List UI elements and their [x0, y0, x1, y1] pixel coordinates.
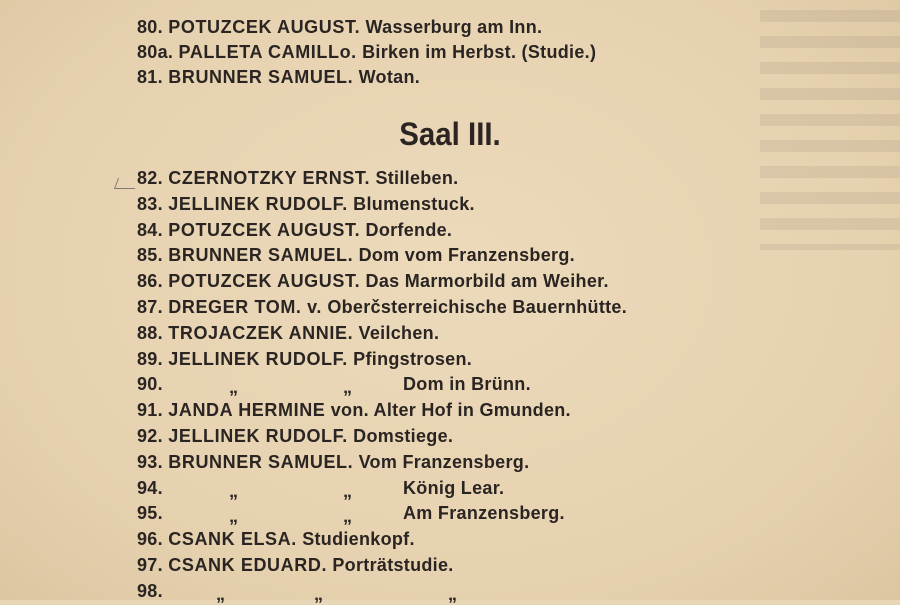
entry-number: 91. [137, 400, 163, 421]
entry-number: 90. [137, 374, 163, 395]
catalog-entry [137, 348, 837, 372]
artwork-title: Veilchen. [358, 322, 440, 343]
artist-name: PALLETA CAMILLo. [178, 42, 357, 62]
catalog-entry [137, 16, 542, 38]
ditto-mark: „ [448, 583, 458, 604]
entry-number: 85. [137, 245, 163, 266]
entry-number: 93. [137, 451, 163, 472]
catalog-entry [137, 41, 596, 63]
catalog-entry [137, 580, 837, 604]
catalog-entry [137, 477, 837, 501]
entry-number: 95. [137, 503, 163, 524]
artist-name: POTUZCEK AUGUST. [168, 17, 361, 37]
artwork-title: Wotan. [358, 67, 421, 87]
ditto-mark: „ [216, 583, 226, 604]
catalog-entry [137, 451, 837, 475]
entry-number: 88. [137, 322, 163, 343]
ditto-mark: „ [343, 480, 353, 501]
entry-number: 81. [137, 67, 163, 87]
pencil-tick-mark [114, 178, 139, 189]
entry-number: 97. [137, 555, 163, 575]
artwork-title: Domstiege. [353, 426, 454, 446]
artist-name: CZERNOTZKY ERNST. [168, 168, 371, 188]
entry-number: 80. [137, 17, 163, 37]
entry-number: 82. [137, 168, 163, 188]
artist-name: BRUNNER SAMUEL. [168, 451, 354, 472]
catalog-entry [137, 502, 837, 526]
entry-number: 80a. [137, 42, 174, 62]
catalog-entry [137, 528, 837, 552]
ditto-mark: „ [229, 506, 239, 527]
catalog-entry [137, 193, 837, 217]
section-heading: Saal III. [399, 116, 501, 152]
artwork-title: Studienkopf. [302, 529, 415, 550]
artwork-title: Stilleben. [375, 168, 459, 188]
artist-name: JELLINEK RUDOLF. [168, 348, 348, 369]
ditto-mark: „ [343, 506, 353, 527]
artist-name: CSANK ELSA. [168, 529, 297, 550]
artwork-title: Das Marmorbild am Weiher. [365, 271, 609, 292]
entry-number: 92. [137, 426, 163, 446]
artwork-title: Oberčsterreichische Bauernhütte. [327, 297, 628, 317]
ditto-mark: „ [343, 377, 353, 398]
artist-name: POTUZCEK AUGUST. [168, 271, 361, 292]
artist-name: BRUNNER SAMUEL. [168, 67, 354, 87]
entry-number: 96. [137, 529, 163, 550]
ditto-mark: „ [229, 480, 239, 501]
entry-number: 87. [137, 297, 163, 317]
catalog-entry [137, 373, 837, 397]
artwork-title: Blumenstuck. [353, 193, 475, 214]
catalog-entry [137, 270, 837, 294]
artist-name: JELLINEK RUDOLF. [168, 193, 348, 214]
artist-name: CSANK EDUARD. [168, 555, 328, 575]
entry-number: 94. [137, 477, 163, 498]
artwork-title: Dorfende. [365, 219, 453, 240]
artist-name: TROJACZEK ANNIE. [168, 322, 354, 343]
catalog-entry [137, 244, 837, 268]
catalog-entry [137, 554, 837, 578]
artwork-title: Dom vom Franzensberg. [358, 245, 575, 266]
ditto-mark: „ [229, 377, 239, 398]
entry-number: 83. [137, 193, 163, 214]
artwork-title: Wasserburg am Inn. [365, 17, 543, 37]
artwork-title: Dom in Brünn. [403, 374, 531, 395]
catalog-entry [137, 219, 837, 243]
artwork-title: Porträtstudie. [332, 555, 454, 575]
catalog-entry [137, 66, 420, 88]
artwork-title: Vom Franzensberg. [358, 451, 530, 472]
catalog-entry [137, 425, 837, 449]
catalog-entry [137, 322, 837, 346]
artwork-title: Pfingstrosen. [353, 348, 473, 369]
artist-name: POTUZCEK AUGUST. [168, 219, 361, 240]
artist-name: JANDA HERMINE [168, 400, 326, 421]
artist-name: BRUNNER SAMUEL. [168, 245, 354, 266]
catalog-entry [137, 296, 837, 320]
entry-number: 84. [137, 219, 163, 240]
ditto-mark: „ [314, 583, 324, 604]
catalog-entry [137, 167, 837, 191]
artist-name: DREGER TOM. v. [168, 297, 323, 317]
artwork-title: König Lear. [403, 477, 505, 498]
artwork-title: Am Franzensberg. [403, 503, 565, 524]
artwork-title: Birken im Herbst. (Studie.) [362, 42, 597, 62]
entry-number: 89. [137, 348, 163, 369]
artwork-title: von. Alter Hof in Gmunden. [330, 400, 571, 421]
catalog-entry [137, 399, 837, 423]
artist-name: JELLINEK RUDOLF. [168, 426, 348, 446]
entry-number: 98. [137, 580, 163, 601]
entry-number: 86. [137, 271, 163, 292]
